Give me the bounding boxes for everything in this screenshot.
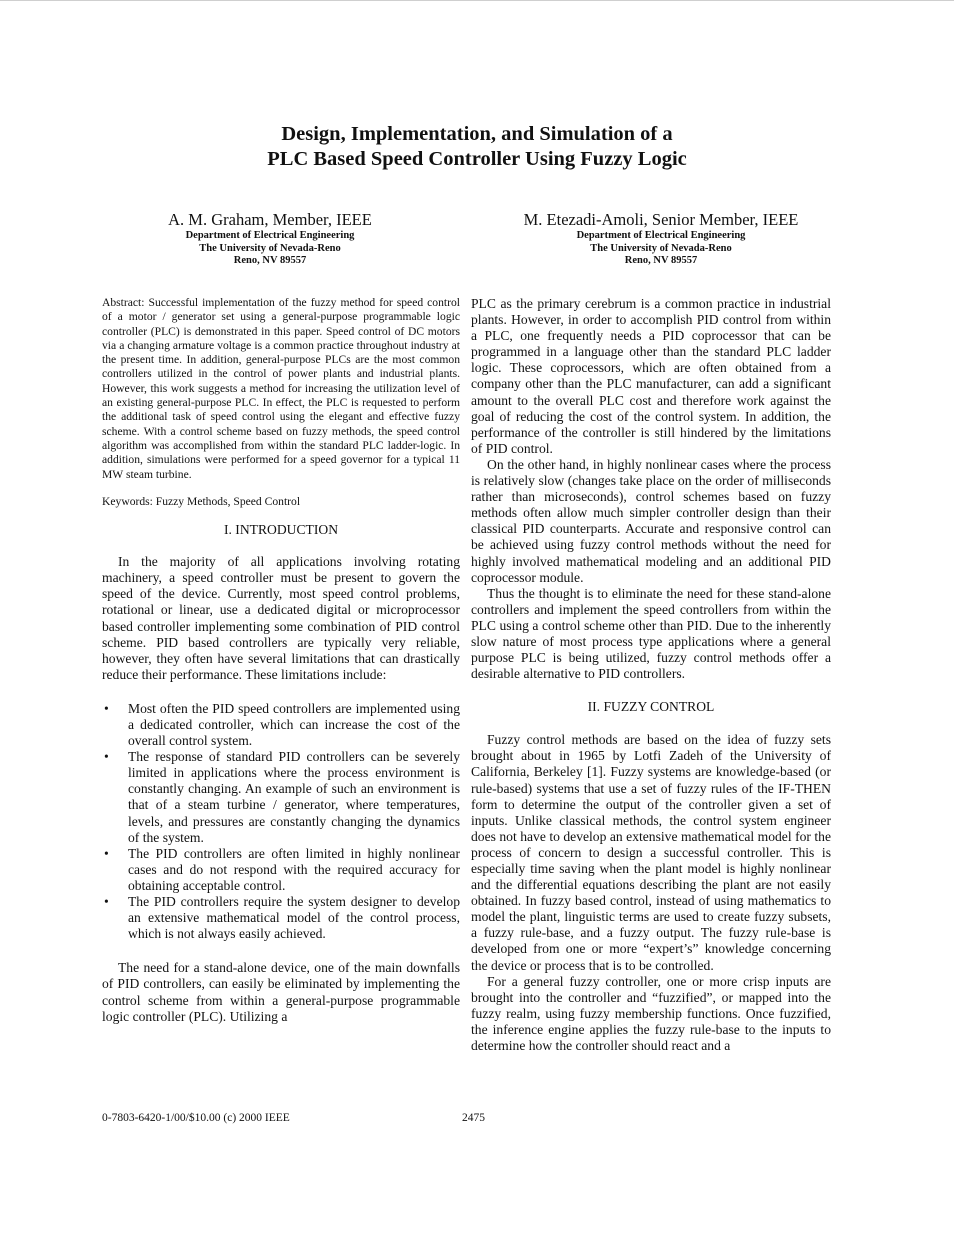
limitations-list	[102, 701, 460, 942]
right-paragraph-3: Thus the thought is to eliminate the need for these stand-alone controllers and implement the speed controllers from within the PLC using a control scheme other than PID. Due to the inherently slow nature of most process type applications where a general purpose PLC is being utilized, fuzzy control methods offer a desirable alternative to PID controllers.	[471, 585, 831, 682]
author-university: The University of Nevada-Reno	[199, 242, 341, 254]
intro-paragraph-2: The need for a stand-alone device, one of the main downfalls of PID controllers, can easily be eliminated by implementing the control scheme from within a general-purpose programmable logic controller (PLC). Utilizing a	[102, 960, 460, 1024]
author-city: Reno, NV 89557	[233, 255, 307, 266]
keywords: Keywords: Fuzzy Methods, Speed Control	[102, 494, 301, 508]
paper-title-line-1: Design, Implementation, and Simulation of a	[281, 123, 673, 145]
author-city: Reno, NV 89557	[624, 255, 698, 266]
author-department: Department of Electrical Engineering	[185, 230, 355, 241]
author-block-2	[496, 209, 826, 268]
author-department: Department of Electrical Engineering	[576, 230, 746, 241]
page-number: 2475	[462, 1112, 485, 1124]
list-item: • The PID controllers require the system designer to develop an extensive mathematical model of the control process, which is not always easily achieved.	[104, 894, 460, 942]
author-block-1	[105, 209, 435, 268]
left-column	[102, 296, 460, 1025]
list-item: • The PID controllers are often limited in highly nonlinear cases and do not respond with the required accuracy for obtaining acceptable control.	[104, 845, 460, 893]
list-item-text: The PID controllers require the system designer to develop an extensive mathematical model of the control process, which is not always easily achieved.	[128, 894, 460, 942]
right-paragraph-2: On the other hand, in highly nonlinear cases where the process is relatively slow (changes take place on the order of milliseconds rather than microseconds), control schemes based on fuzzy methods often allow much simpler controller design than their classical PID counterparts. Accurate and responsive control can be achieved using fuzzy control methods without the need for highly involved mathematical modeling and an additional PID coprocessor module.	[471, 456, 831, 585]
list-item: • Most often the PID speed controllers are implemented using a dedicated controller, which can increase the cost of the overall control system.	[104, 700, 460, 749]
copyright-notice: 0-7803-6420-1/00/$10.00 (c) 2000 IEEE	[102, 1112, 290, 1124]
section-heading-fuzzy-control: II. FUZZY CONTROL	[587, 699, 715, 715]
list-item-text: Most often the PID speed controllers are implemented using a dedicated controller, which can increase the cost of the overall control system.	[128, 700, 460, 749]
author-name: A. M. Graham, Member, IEEE	[168, 210, 372, 229]
intro-paragraph-1: In the majority of all applications involving rotating machinery, a speed controller must be present to govern the speed of the device. Currently, most speed control problems, rotational or linear, use a dedicated digital or microprocessor based controller implementing some combination of PID control scheme. PID based controllers are typically very reliable, however, they often have several limitations that can drastically reduce their performance. These limitations include:	[102, 554, 460, 682]
fuzzy-paragraph-2: For a general fuzzy controller, one or more crisp inputs are brought into the controller and “fuzzified”, or mapped into the fuzzy realm, using fuzzy membership functions. Once fuzzified, the inference engine applies the fuzzy rule-base to the inputs to determine how the controller should react and a	[471, 973, 831, 1054]
page-top-border	[0, 0, 954, 1]
list-item-text: The response of standard PID controllers can be severely limited in applications where the process environment is constantly changing. An example of such an environment is that of a steam turbine / generator, where temperatures, levels, and pressures are constantly changing the dynamics of the system.	[128, 749, 460, 845]
right-column	[471, 296, 831, 1054]
list-item-text: The PID controllers are often limited in highly nonlinear cases and do not respond with the required accuracy for obtaining acceptable control.	[128, 845, 460, 893]
list-item: • The response of standard PID controllers can be severely limited in applications where the process environment is constantly changing. An example of such an environment is that of a steam turbine / generator, where temperatures, levels, and pressures are constantly changing the dynamics of the system.	[104, 749, 460, 845]
author-name: M. Etezadi-Amoli, Senior Member, IEEE	[523, 210, 799, 229]
fuzzy-paragraph-1: Fuzzy control methods are based on the idea of fuzzy sets brought about in 1965 by Lotfi Zadeh of the University of California, Berkeley [1]. Fuzzy systems are knowledge-based (or rule-based) systems that use a set of fuzzy rules of the IF-THEN form to determine the output of the controller given a set of inputs. Unlike classical methods, the control system engineer does not have to develop an extensive mathematical model for the process of concern to design a successful controller. This is especially time saving when the plant model is highly nonlinear and the differential equations describing the plant are not easily obtained. In fuzzy based control, instead of using mathematics to model the plant, linguistic terms are used to create fuzzy subsets, a fuzzy rule-base, and a fuzzy output. The fuzzy rule-base is developed from one or more “expert’s” knowledge concerning the device or process that is to be controlled.	[471, 732, 831, 973]
abstract: Abstract: Successful implementation of the fuzzy method for speed control of a motor / generator set using a general-purpose programmable logic controller (PLC) is demonstrated in this paper. Speed control of DC motors via a changing armature voltage is a common practice throughout industry at the present time. In addition, general-purpose PLCs are the most common controllers utilized in the control of power plants and industrial plants. However, this work suggests a method for increasing the utilization level of an existing general-purpose PLC. In effect, the PLC is requested to perform the additional task of speed control using the elegant and effective fuzzy scheme. With a control scheme based on fuzzy methods, the speed control algorithm was accomplished from within the standard PLC ladder-logic. In addition, simulations were performed for a speed governor for a typical 11 MW steam turbine.	[102, 296, 460, 481]
author-university: The University of Nevada-Reno	[590, 242, 732, 254]
right-paragraph-1: PLC as the primary cerebrum is a common practice in industrial plants. However, in order to accomplish PID control from within a PLC, one frequently needs a PID coprocessor that can be programmed in a language other than the standard PLC ladder logic. These coprocessors, which are often obtained from a company other than the PLC manufacturer, can add a significant amount to the overall PLC cost and therefore work against the goal of reducing the cost of the control system. In addition, the performance of the controller is still hindered by the limitations of PID control.	[471, 296, 831, 456]
paper-title-line-2: PLC Based Speed Controller Using Fuzzy Logic	[267, 148, 687, 170]
section-heading-introduction: I. INTRODUCTION	[223, 522, 339, 538]
